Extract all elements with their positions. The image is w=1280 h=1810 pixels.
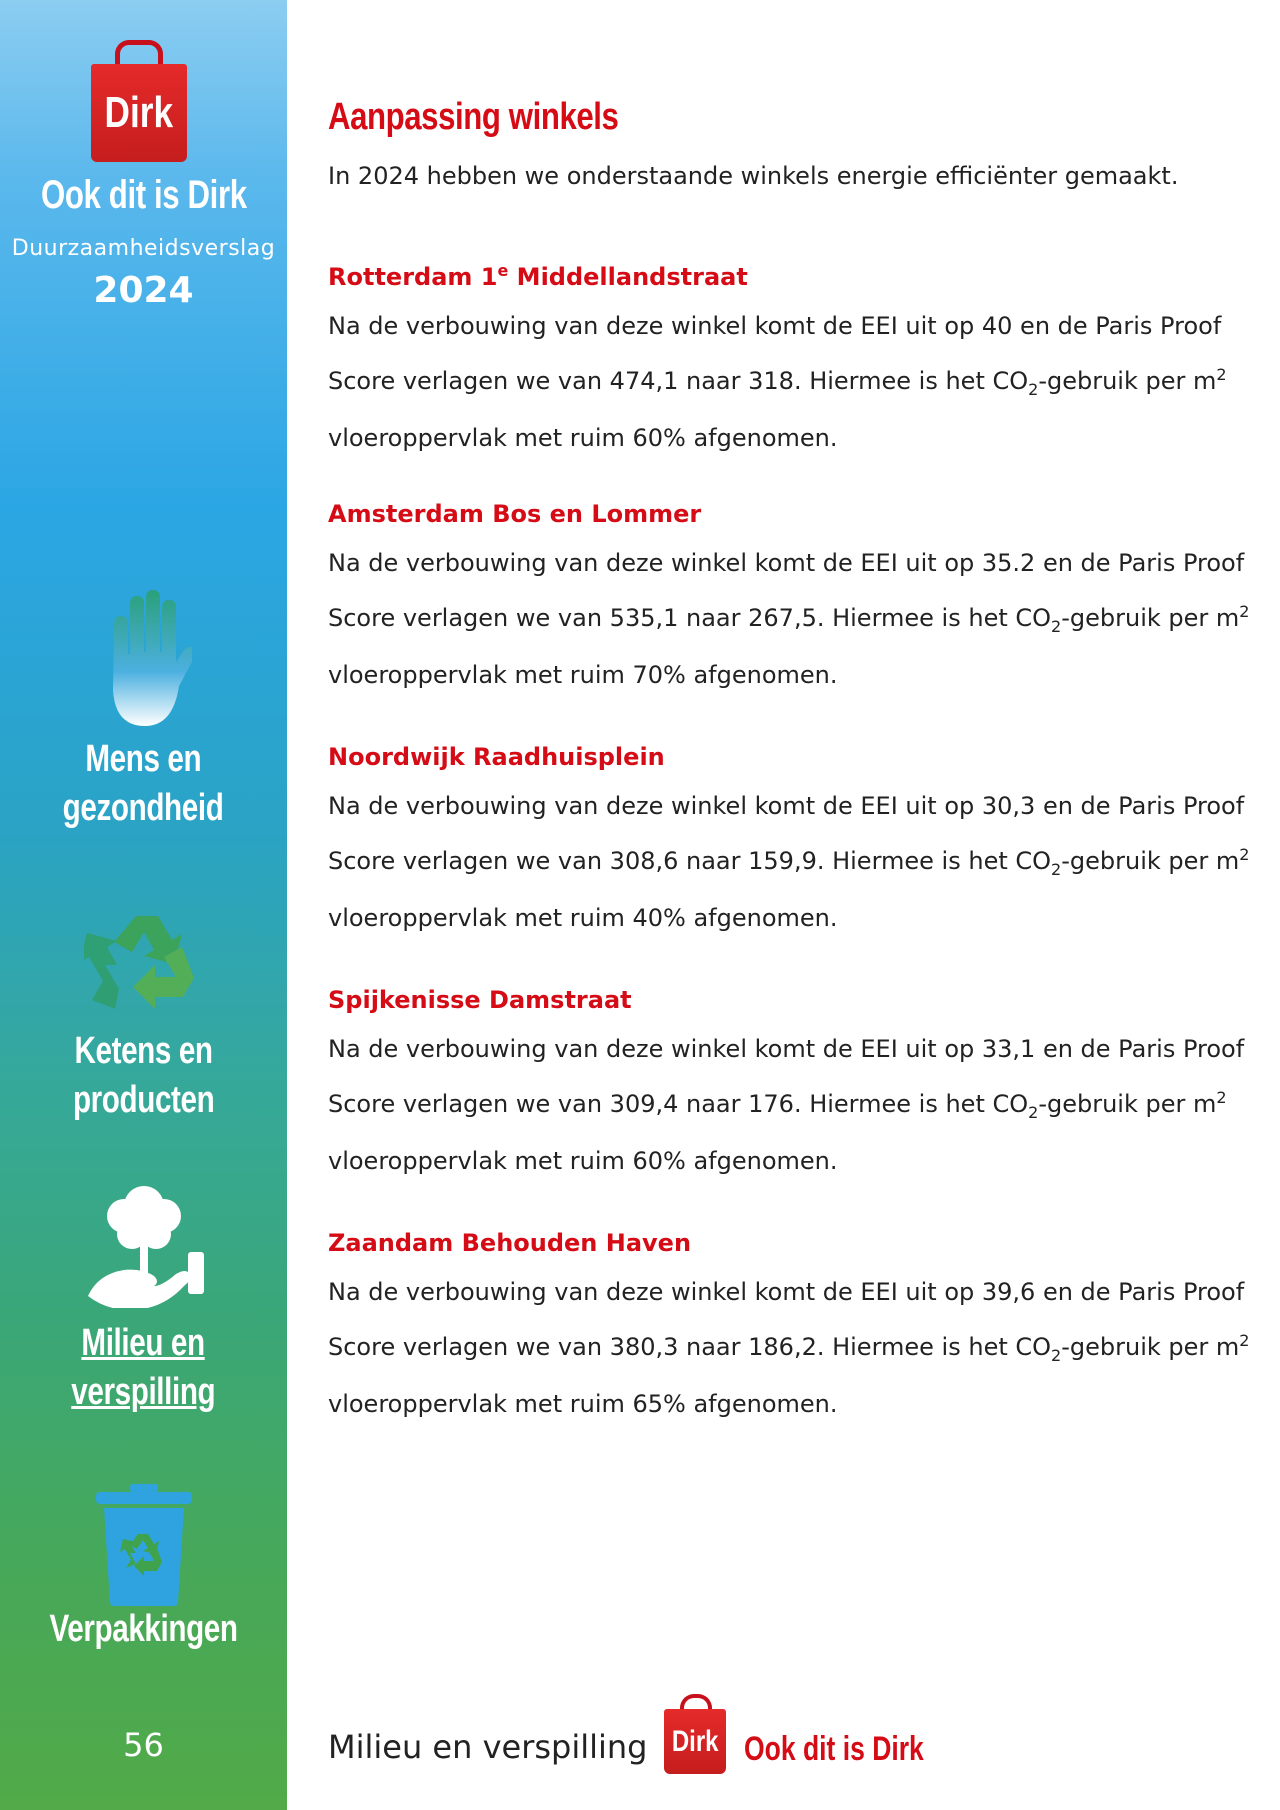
store-name: Amsterdam Bos en Lommer [328, 500, 702, 528]
logo-text: Dirk [104, 88, 174, 137]
footer-slogan: Ook dit is Dirk [744, 1730, 924, 1768]
store-description: Na de verbouwing van deze winkel komt de EEI uit op 30,3 en de Paris Proof Score verlagen we van 308,6 naar 159,9. Hiermee is het $CO_2$-gebruik per $m^2$ vloeroppervlak met ruim 40% afgenomen. [328, 792, 1250, 932]
page-number: 56 [123, 1726, 164, 1764]
hand-icon [96, 590, 192, 730]
store-name: Spijkenisse Damstraat [328, 986, 632, 1014]
recycle-bin-icon [94, 1482, 194, 1606]
store-name: Rotterdam 1e Middellandstraat [328, 261, 748, 291]
store-section [328, 983, 1253, 1185]
store-description: Na de verbouwing van deze winkel komt de EEI uit op 40 en de Paris Proof Score verlagen we van 474,1 naar 318. Hiermee is het $CO_2$-gebruik per $m^2$ vloeroppervlak met ruim 60% afgenomen. [328, 312, 1227, 452]
intro-text: In 2024 hebben we onderstaande winkels energie efficiënter gemaakt. [328, 162, 1179, 190]
store-name: Zaandam Behouden Haven [328, 1229, 692, 1257]
store-name: Noordwijk Raadhuisplein [328, 743, 665, 771]
report-year: 2024 [93, 270, 194, 311]
tree-hand-icon [84, 1180, 204, 1308]
nav-label-line2: producten [72, 1079, 215, 1121]
store-section [328, 1226, 1253, 1428]
store-description: Na de verbouwing van deze winkel komt de EEI uit op 33,1 en de Paris Proof Score verlagen we van 309,4 naar 176. Hiermee is het $CO_2$-gebruik per $m^2$ vloeroppervlak met ruim 60% afgenomen. [328, 1035, 1245, 1175]
nav-label-line1: Mens en [85, 738, 202, 780]
nav-label-line1: Ketens en [74, 1030, 213, 1072]
footer-dirk-logo[interactable] [664, 1694, 726, 1774]
nav-label-line1: Milieu en [81, 1322, 206, 1364]
dirk-logo[interactable] [91, 40, 187, 162]
store-section [328, 740, 1253, 942]
recycle-icon [84, 912, 202, 1024]
brand-slogan: Ook dit is Dirk [40, 173, 247, 217]
report-name: Duurzaamheidsverslag [11, 236, 276, 261]
store-section [328, 497, 1253, 699]
nav-label-line2: gezondheid [63, 787, 224, 829]
store-section [328, 254, 1253, 462]
store-description: Na de verbouwing van deze winkel komt de EEI uit op 39,6 en de Paris Proof Score verlagen we van 380,3 naar 186,2. Hiermee is het $CO_2$-gebruik per $m^2$ vloeroppervlak met ruim 65% afgenomen. [328, 1278, 1250, 1418]
footer-logo-text: Dirk [671, 1725, 719, 1758]
store-description: Na de verbouwing van deze winkel komt de EEI uit op 35.2 en de Paris Proof Score verlagen we van 535,1 naar 267,5. Hiermee is het $CO_2$-gebruik per $m^2$ vloeroppervlak met ruim 70% afgenomen. [328, 549, 1250, 689]
sidebar [0, 0, 287, 1810]
page-title: Aanpassing winkels [328, 96, 619, 138]
nav-label-line1: Verpakkingen [49, 1608, 238, 1650]
footer-section-title: Milieu en verspilling [328, 1728, 648, 1766]
nav-label-line2: verspilling [71, 1371, 216, 1413]
